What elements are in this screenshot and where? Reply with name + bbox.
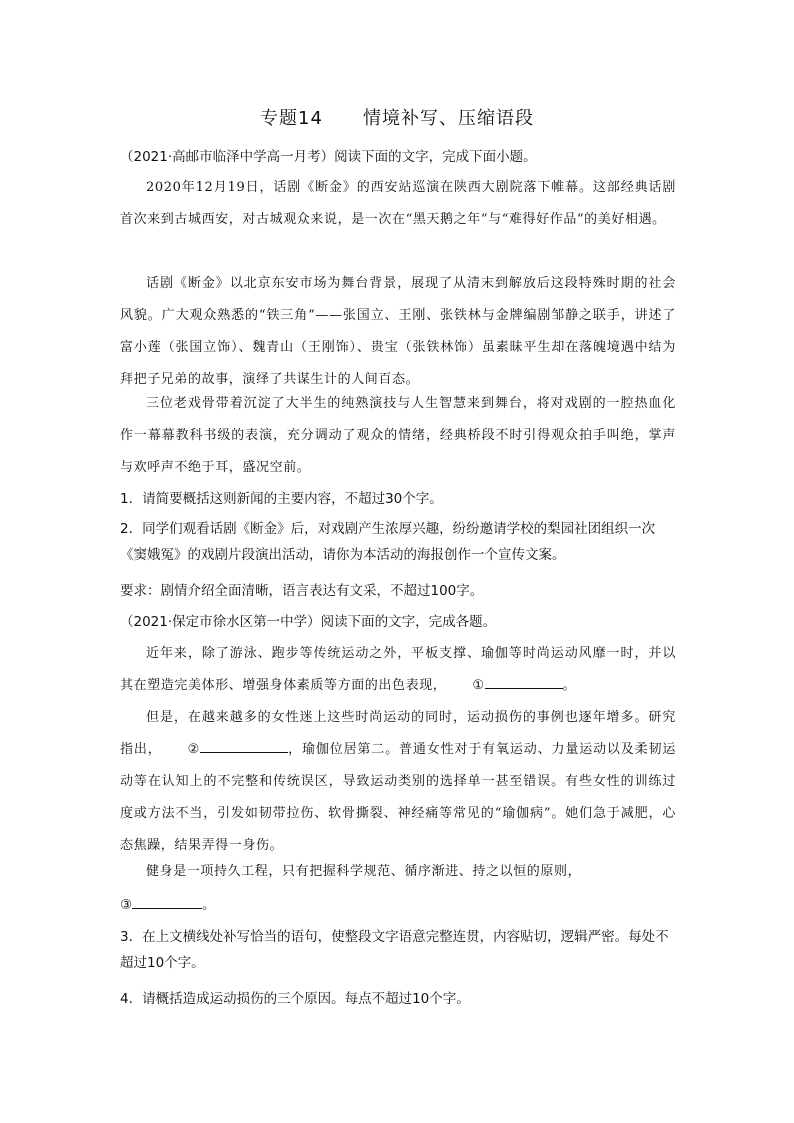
section2-paragraph-2	[120, 702, 676, 862]
section1-paragraph-2: 话剧《断金》以北京东安市场为舞台背景，展现了从清末到解放后这段特殊时期的社会风貌。广大观众熟悉的“铁三角”——张国立、王刚、张铁林与金牌编剧邹静之联手，讲述了富小莲（张国立饰）、魏青山（王刚饰）、贵宝（张铁林饰）虽素昧平生却在落魄境遇中结为拜把子兄弟的故事，演绎了共谋生计的人间百态。	[120, 276, 676, 387]
question-2-requirement: 要求：剧情介绍全面清晰，语言表达有文采，不超过100字。	[120, 583, 484, 599]
section2-paragraph-3: 健身是一项持久工程，只有把握科学规范、循序渐进、持之以恒的原则，	[146, 864, 582, 879]
section1-paragraph-3: 三位老戏骨带着沉淀了大半生的纯熟演技与人生智慧来到舞台，将对戏剧的一腔热血化作一幕幕教科书级的表演，充分调动了观众的情绪，经典桥段不时引得观众拍手叫绝，掌声与欢呼声不绝于耳，盛况空前。	[120, 396, 676, 475]
paragraph-2-text-a: 但是，在越来越多的女性迷上这些时尚运动的同时，运动损伤的事例也逐年增多。研究指出，	[120, 710, 676, 757]
title-main: 情境补写、压缩语段	[362, 108, 534, 129]
blank-1-line	[485, 672, 563, 689]
blank-3-row	[120, 892, 676, 913]
section2-paragraph-1	[120, 638, 676, 702]
blank-1-end: 。	[562, 678, 577, 693]
blank-mark-2: ②	[187, 742, 200, 757]
blank-2-line	[200, 736, 288, 753]
question-1: 1．请简要概括这则新闻的主要内容，不超过30个字。	[120, 491, 443, 507]
blank-mark-3: ③	[120, 897, 133, 913]
question-3: 3．在上文横线处补写恰当的语句，使整段文字语意完整连贯，内容贴切，逻辑严密。每处不超过10个字。	[120, 929, 669, 971]
question-4: 4．请概括造成运动损伤的三个原因。每点不超过10个字。	[120, 991, 470, 1007]
section2-source: （2021·保定市徐水区第一中学）阅读下面的文字，完成各题。	[120, 614, 497, 630]
paragraph-1-text: 近年来，除了游泳、跑步等传统运动之外，平板支撑、瑜伽等时尚运动风靡一时，并以其在塑造完美体形、增强身体素质等方面的出色表现，	[120, 646, 676, 693]
paragraph-2-text-b: ，瑜伽位居第二。普通女性对于有氧运动、力量运动以及柔韧运动等在认知上的不完整和传统误区，导致运动类别的选择单一甚至错误。有些女性的训练过度或方法不当，引发如韧带拉伤、软骨撕裂、神经痛等常见的“瑜伽病”。她们急于减肥，心态焦躁，结果弄得一身伤。	[120, 742, 676, 853]
title-prefix: 专题14	[260, 108, 323, 129]
section1-source: （2021·高邮市临泽中学高一月考）阅读下面的文字，完成下面小题。	[120, 149, 537, 165]
blank-3-line	[132, 892, 202, 909]
page-title	[0, 104, 794, 130]
section1-paragraph-1: 2020年12月19日，话剧《断金》的西安站巡演在陕西大剧院落下帷幕。这部经典话剧首次来到古城西安，对古城观众来说，是一次在“黑天鹅之年”与“难得好作品”的美好相遇。	[120, 180, 676, 227]
question-2: 2．同学们观看话剧《断金》后，对戏剧产生浓厚兴趣，纷纷邀请学校的梨园社团组织一次《窦娥冤》的戏剧片段演出活动，请你为本活动的海报创作一个宣传文案。	[120, 521, 656, 563]
blank-3-end: 。	[202, 897, 216, 913]
blank-mark-1: ①	[472, 678, 485, 693]
